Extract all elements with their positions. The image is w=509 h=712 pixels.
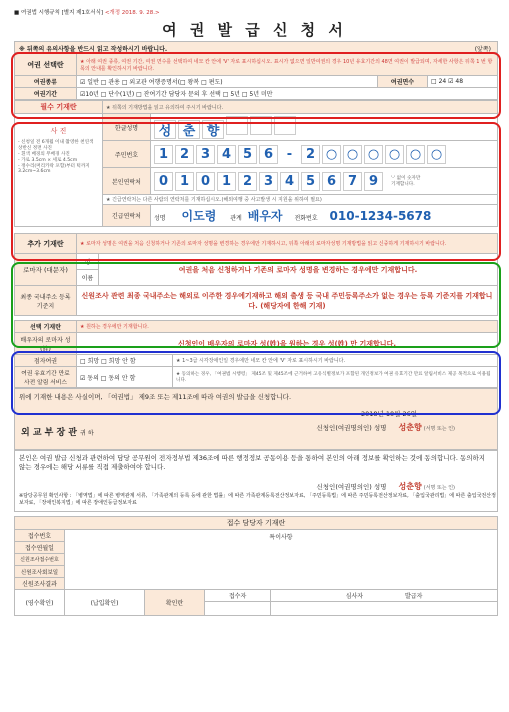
emergency-relation: 배우자	[247, 209, 283, 223]
rrn-digit: 6	[259, 145, 278, 164]
passport-pages-label: 여권면수	[378, 76, 428, 88]
page-side: (앞쪽)	[474, 46, 491, 53]
minister-line	[21, 425, 94, 438]
special-notes[interactable]	[65, 530, 498, 590]
receiver-sign[interactable]	[205, 602, 271, 616]
kor-name-char: 성	[154, 120, 176, 139]
rrn-digit: ○	[427, 145, 446, 164]
rrn-digit: ○	[343, 145, 362, 164]
phone-note: '-' 없이 숫자만 기재합니다.	[391, 176, 421, 187]
consent-sign-note: (서명 또는 인)	[423, 485, 455, 491]
phone-digit: 1	[175, 172, 194, 191]
phone-digit: 1	[217, 172, 236, 191]
spouse-note[interactable]: 신청인이 배우자의 로마자 성(姓)을 원하는 경우 성(姓) 만 기재합니다.	[77, 333, 498, 355]
braille-options[interactable]: □ 희망 □ 희망 안 함	[77, 355, 173, 367]
emergency-name-label: 성명	[154, 215, 166, 222]
kor-name-label: 한글성명	[103, 114, 151, 141]
passport-type-label: 여권종류	[15, 76, 77, 88]
confirm-label: 확인란	[145, 590, 205, 616]
consent-applicant-name[interactable]: 성춘향	[398, 482, 422, 491]
rrn-digit: 5	[238, 145, 257, 164]
applicant-label: 신청인(여권명의인) 성명	[316, 424, 387, 432]
additional-highlight	[11, 262, 501, 348]
payment-confirm[interactable]: (납입확인)	[65, 590, 145, 616]
photo-title: 사 진	[50, 127, 67, 135]
passport-period-label: 여권기간	[15, 88, 77, 100]
phone-digit: 4	[280, 172, 299, 191]
minister-title: 외 교 부 장 관	[21, 428, 78, 438]
officer-row-label: 신원조사접수번호	[15, 554, 65, 566]
passport-pages-options[interactable]: □ 24 ☑ 48	[428, 76, 498, 88]
phone-label: 본인연락처	[103, 168, 151, 195]
emergency-phone: 010-1234-5678	[329, 209, 432, 223]
emergency-phone-label: 전화번호	[294, 215, 318, 222]
sign-note: (서명 또는 인)	[423, 426, 455, 432]
officer-row-label: 접수번호	[15, 530, 65, 542]
required-label: 필수 기재란	[15, 101, 103, 114]
roman-first-label: 이름	[77, 270, 99, 286]
reviewer-issuer-labels	[271, 590, 498, 602]
officer-note: ※담당공무원 확인사항 : 「병역법」에 따른 병역관계 서류, 「가족관계의 등록 등에 관한 법률」에 따른 가족관계등록전산정보자료, 「주민등록법」에 따른 주민등록전산정보자료, 「출입국관리법」에 따른 출입국전산정보자료, 「장애인복지법」에 따른 장애인등급정보자료	[19, 493, 496, 506]
rrn-digit: 2	[175, 145, 194, 164]
additional-desc: ★ 로마자 성명은 여권을 처음 신청하거나 기존의 로마자 성명을 변경하는 경우에만 기재하시고, 뒤쪽 아래의 로마자성명 기재방법을 읽고 신중하게 기재하시기 바랍니다.	[77, 234, 498, 254]
form-reference: ■ 여권법 시행규칙 [별지 제1호서식] <개정 2018. 9. 28.>	[14, 10, 160, 16]
phone-digit: 6	[322, 172, 341, 191]
consent-text: 본인은 여권 발급 신청과 관련하여 담당 공무원이 전자정부법 제36조에 따른 행정정보 공동이용 등을 통하여 본인의 아래 정보를 확인하는 것에 동의합니다. 동의하지 않는 경우에는 해당 서류를 직접 제출하여야 합니다.	[19, 454, 486, 471]
officer-table	[14, 516, 498, 616]
form-title: 여 권 발 급 신 청 서	[162, 21, 347, 39]
rrn-digit: 1	[154, 145, 173, 164]
passport-select-desc: ★ 아래 여권 종류, 여권 기간, 여권 면수를 선택하여 네모 칸 안에 'V' 자로 표시하십시오. 표시가 없으면 일반여권의 경우 10년 유효기간의 48면 여권이 발급되며, 자세한 사항은 뒤쪽 1 번 항목의 안내를 확인하시기 바랍니다.	[77, 54, 498, 76]
phone-digit: 3	[259, 172, 278, 191]
declaration-text: 위에 기재한 내용은 사실이며, 「여권법」 제9조 또는 제11조에 따라 여권의 발급을 신청합니다.	[19, 393, 292, 401]
emergency-name: 이도령	[181, 209, 217, 223]
emergency-desc: ★ 긴급연락처는 다른 사람의 연락처를 기재하십시오.(해외여행 중 사고발생 시 지원을 위하여 필요)	[103, 195, 498, 205]
passport-select-highlight	[11, 52, 501, 119]
officer-title: 접수 담당자 기재란	[15, 517, 498, 530]
rrn-digit: 3	[196, 145, 215, 164]
rrn-label: 주민번호	[103, 141, 151, 168]
alert-note: ★ 동의하는 경우, 「여권법 시행령」 제45조 및 제45조에 근거하여 고유식별정보가 포함된 개인정보가 여권 유효기간 만료 알림서비스 제공 목적으로 이용됩니다.	[173, 367, 498, 388]
phone-digit: 0	[154, 172, 173, 191]
rrn-digit: ○	[322, 145, 341, 164]
notice-text: ※ 뒤쪽의 유의사항을 반드시 읽고 작성하시기 바랍니다.	[19, 46, 168, 53]
rrn-digit: 2	[301, 145, 320, 164]
alert-options[interactable]: ☑ 동의 □ 동의 안 함	[77, 367, 173, 388]
rrn-dash: -	[286, 146, 293, 162]
spouse-label: 배우자의 로마자 성(姓)	[15, 333, 77, 355]
rrn-digit: 4	[217, 145, 236, 164]
address-label: 최종 국내주소 등록기준지	[15, 286, 77, 316]
passport-period-options[interactable]: ☑10년 □ 단수(1년) □ 잔여기간 담당자 문의 후 선택 □ 5년 □ 5년 미만	[77, 88, 498, 100]
optional-desc: ★ 원하는 경우에만 기재합니다.	[77, 321, 498, 333]
officer-row-label: 접수연월일	[15, 542, 65, 554]
photo-notes: - 신청일 전 6개월 이내 촬영한 천연색 상반신 정면 사진 - 흰색 배경의 무배경 사진 - 가로 3.5cm × 세로 4.5cm - 정수리(머리카락 포함)부터 턱까지 3.2cm~3.6cm	[18, 140, 94, 174]
phone-digit: 5	[301, 172, 320, 191]
rrn-digit: ○	[364, 145, 383, 164]
passport-type-options[interactable]: ☑ 일반 □ 관용 □ 외교관 여행증명서(□ 왕복 □ 편도)	[77, 76, 378, 88]
officer-row-label: 신원조사회보일	[15, 566, 65, 578]
declaration-date: 2018년 10월 26일	[360, 410, 417, 418]
applicant-name[interactable]: 성춘향	[398, 423, 422, 432]
phone-digit: 9	[364, 172, 383, 191]
officer-row-label: 신원조사결과	[15, 578, 65, 590]
roman-note[interactable]: 여권을 처음 신청하거나 기존의 로마자 성명을 변경하는 경우에만 기재합니다.	[99, 254, 498, 286]
optional-label: 선택 기재란	[15, 321, 77, 333]
minister-to: 귀 하	[80, 430, 94, 437]
emergency-label: 긴급연락처	[103, 205, 151, 227]
receipt-confirm[interactable]: (영수확인)	[15, 590, 65, 616]
reviewer-issuer-sign[interactable]	[271, 602, 498, 616]
special-notes-label: 특이사항	[269, 534, 293, 541]
passport-select-label: 여권 선택란	[15, 54, 77, 76]
address-note[interactable]: 신원조사 관련 최종 국내주소는 해외로 이주한 경우에기재하고 해외 출생 등 국내 주민등록주소가 없는 경우는 등록 기준지를 기재합니다. (해당자에 한해 기재)	[77, 286, 498, 316]
optional-highlight	[11, 351, 501, 415]
rrn-digit: ○	[406, 145, 425, 164]
alert-label: 여권 유효기간 만료 사전 알림 서비스	[15, 367, 77, 388]
braille-label: 점자여권	[15, 355, 77, 367]
braille-note: ★ 1~3급 시각장애인일 경우에만 네모 칸 안에 'V' 자로 표시하시기 바랍니다.	[173, 355, 498, 367]
roman-last-label: 성	[77, 254, 99, 270]
kor-name-char: 향	[202, 120, 224, 139]
receiver-label: 접수자	[205, 590, 271, 602]
additional-label: 추가 기재란	[15, 234, 77, 254]
kor-name-char: 춘	[178, 120, 200, 139]
phone-digit: 2	[238, 172, 257, 191]
applicant-line	[316, 422, 455, 433]
consent-box	[14, 450, 498, 512]
consent-applicant-label: 신청인(여권명의인) 성명	[316, 483, 387, 491]
phone-digit: 0	[196, 172, 215, 191]
required-desc: ★ 뒤쪽의 기재방법을 읽고 유의하여 주시기 바랍니다.	[103, 101, 498, 114]
emergency-relation-label: 관계	[230, 215, 242, 222]
phone-digit: 7	[343, 172, 362, 191]
issuer-label: 발급자	[405, 593, 423, 600]
roman-label: 로마자 (대문자)	[15, 254, 77, 286]
consent-applicant-line	[316, 481, 455, 492]
reviewer-label: 심사자	[345, 593, 364, 600]
required-highlight	[11, 122, 501, 261]
rrn-digit: ○	[385, 145, 404, 164]
